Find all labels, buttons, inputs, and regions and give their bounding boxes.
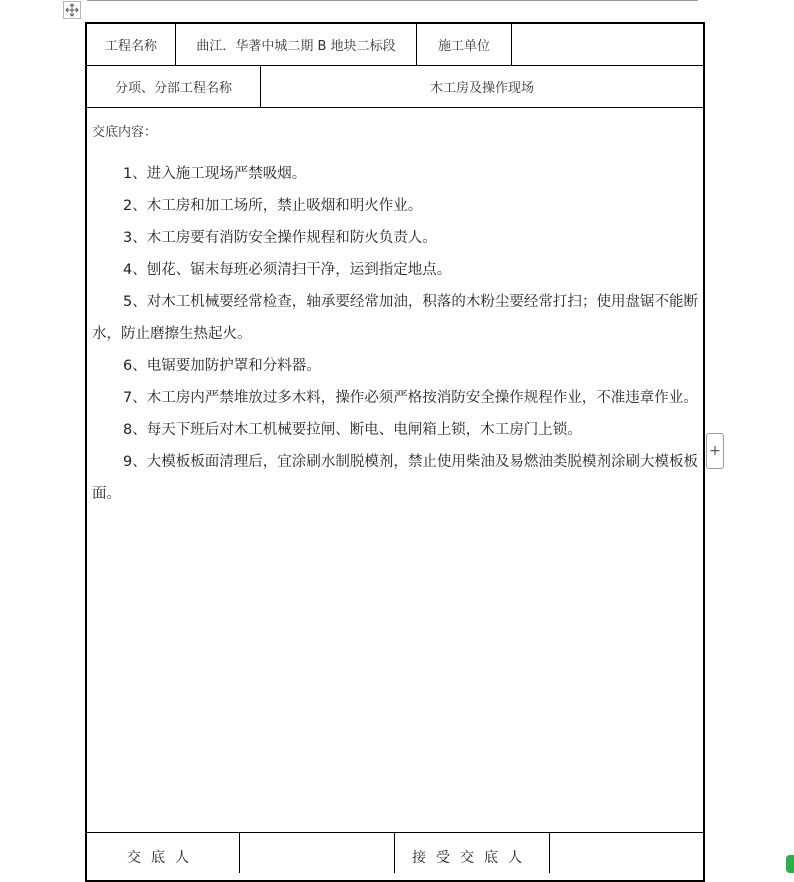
- table-move-handle[interactable]: [63, 1, 81, 19]
- subproject-label: 分项、分部工程名称: [114, 81, 232, 96]
- content-intro: 交底内容：: [92, 125, 158, 140]
- row-divider: [86, 107, 704, 108]
- contractor-value[interactable]: [512, 23, 703, 65]
- move-arrows-icon: [65, 3, 79, 17]
- content-item: 3、木工房要有消防安全操作规程和防火负责人。: [123, 230, 437, 246]
- content-item: 6、电锯要加防护罩和分料器。: [123, 358, 321, 374]
- content-item: 7、木工房内严禁堆放过多木料，操作必须严格按消防安全操作规程作业，不准违章作业。: [123, 390, 698, 406]
- add-column-handle[interactable]: [706, 433, 724, 469]
- subproject-value[interactable]: 木工房及操作现场: [429, 81, 534, 96]
- content-item: 2、木工房和加工场所，禁止吸烟和明火作业。: [123, 198, 423, 214]
- content-item: 1、进入施工现场严禁吸烟。: [123, 166, 307, 182]
- content-item: 9、大模板板面清理后，宜涂刷水制脱模剂，禁止使用柴油及易燃油类脱模剂涂刷大模板板面。: [92, 454, 698, 502]
- contractor-label: 施工单位: [437, 38, 490, 54]
- receiver-value[interactable]: [550, 833, 703, 881]
- top-page-rule: [87, 0, 698, 1]
- corner-indicator: [786, 855, 794, 873]
- discloser-value[interactable]: [240, 833, 394, 881]
- content-item: 4、刨花、锯末每班必须清扫干净，运到指定地点。: [123, 262, 452, 278]
- content-item: 8、每天下班后对木工机械要拉闸、断电、电闸箱上锁，木工房门上锁。: [123, 422, 582, 438]
- content-item: 5、对木工机械要经常检查，轴承要经常加油，积落的木粉尘要经常打扫；使用盘锯不能断水，防止磨擦生热起火。: [92, 294, 698, 342]
- project-name-label: 工程名称: [104, 38, 157, 54]
- plus-icon: +: [709, 443, 721, 459]
- discloser-label: 交底人: [127, 850, 199, 866]
- disclosure-content[interactable]: [92, 122, 698, 510]
- receiver-label: 接受交底人: [412, 850, 532, 866]
- project-name-value[interactable]: 曲江．华著中城二期 B 地块二标段: [196, 38, 396, 54]
